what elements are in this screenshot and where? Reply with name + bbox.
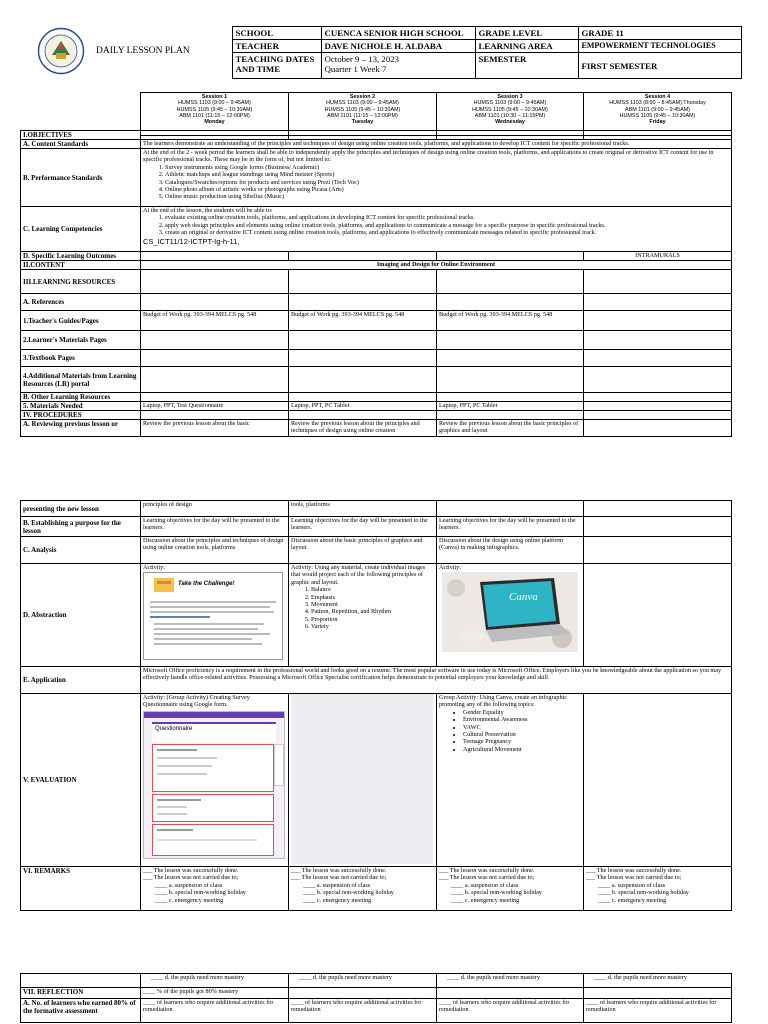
header-table [30,26,742,79]
session-1-name: Session 1 [201,94,228,100]
remarks-option-d: ____ d. the pupils need more mastery [437,974,584,988]
list-item: 2. apply web design principles and elements using online creation tools, platforms, and applications to communicate a message for a specific purpose in specific professional tracks. [165,222,729,229]
school-label: SCHOOL [232,27,321,40]
session-4-line: ABM 1101 (9:00 – 9:45AM) [625,106,690,113]
teachers-guides-s4 [584,311,732,331]
evaluation-label: V. EVALUATION [21,694,141,867]
reviewing-s4-continued [584,501,732,517]
performance-standards-label: B. Performance Standards [21,149,141,207]
evaluation-s1-text: Activity: (Group Activity) Creating Survey Questionnaire using Google form. [143,694,250,709]
semester-value: FIRST SEMESTER [578,53,741,79]
content-standards-text: The learners demonstrate an understanding of the principles and techniques of design using online creation tools, platforms, and applications to develop ICT content for specific professional tracks. [141,140,732,149]
lesson-plan-table-page-2 [20,500,732,911]
teachers-guides-s2: Budget of Work pg. 393-394 MELCS pg. 548 [289,311,437,331]
semester-label: SEMESTER [475,53,578,79]
learning-competencies-label: C. Learning Competencies [21,207,141,252]
list-item: 5. Proportion [311,616,434,623]
reviewing-s2-continued: tools, platforms [289,501,437,517]
list-item: • Agricultural Movement [463,746,581,753]
remarks-option-d: ____ d. the pupils need more mastery [141,974,289,988]
remarks-option-a: ____ a. suspension of class [598,881,666,889]
specific-outcomes-label: D. Specific Learning Outcomes [21,252,141,261]
materials-s4 [584,402,732,411]
list-item: 1. Balance [311,586,434,593]
form-question-card [152,744,274,792]
teachers-guides-label: 1.Teacher's Guides/Pages [21,311,141,331]
session-3-line: HUMSS 1105 (9:45 – 10:30AM) [472,106,548,113]
lesson-plan-table-page-1 [20,130,732,437]
session-3-name: Session 3 [497,94,523,100]
reviewing-label: A. Reviewing previous lesson or [21,420,141,437]
remarks-option-a: ____ a. suspension of class [303,881,371,889]
form-question-card [152,824,274,856]
analysis-s2: Discussion about the basic principles of graphics and layout [289,537,437,564]
teachers-guides-s1: Budget of Work pg. 393-394 MELCS pg. 548 [141,311,289,331]
list-item: 3. create an original or derivative ICT content using online creation tools, platforms, and applications to effectively communicate messages related to specific professional track. [165,229,729,236]
list-item: 3. Movement [311,601,434,608]
remarks-label: VI. REMARKS [21,867,141,911]
remarks-option-c: ____ c. emergency meeting [155,896,224,904]
infographic-topics-list [439,709,581,753]
reviewing-s2: Review the previous lesson about the principles and techniques of design using online creation [289,420,437,437]
list-item: 4. Pattern, Repetition, and Rhythm [311,608,434,615]
remarks-done: ___ The lesson was successfully done. [143,867,239,874]
list-item: • VAWC [463,724,581,731]
competency-code: CS_ICT11/12-ICTPT-Ig-h-11, [143,236,240,246]
remarks-s4 [584,867,732,911]
materials-s1: Laptop, PPT, Test Questionnaire [141,402,289,411]
list-item: • Cultural Preservation [463,731,581,738]
remarks-done: ___ The lesson was successfully done. [439,867,535,874]
performance-standards-list [143,164,729,201]
form-title: Questionnaire [155,725,193,732]
analysis-s3: Discussion about the design using online platform (Canva) in making infographics. [437,537,584,564]
remarks-option-c: ____ c. emergency meeting [303,896,372,904]
session-2-line: HUMSS 1103 (9:00 – 9:45AM) [326,100,399,107]
evaluation-s2-placeholder [291,694,433,864]
performance-standards-intro: At the end of the 2 - week period the learners shall be able to independently apply the principles and techniques of design using online creation tools, platforms, and applications to create original or derivative ICT content for use in specific professional tracks. These may be in the form of, but not limited to: [143,149,714,164]
canva-laptop-photo [442,572,578,652]
remarks-not-done: ___ The lesson was not carried due to; [291,874,387,882]
abstraction-s1-title: Activity: [143,564,165,571]
laptop-icon [442,572,578,652]
reviewing-s1-continued: principles of design [141,501,289,517]
abstraction-s2-intro: Activity: Using any material, create individual images that would project each of the following principles of graphic and layout. [291,564,426,586]
purpose-s3: Learning objectives for the day will be presented to the learners. [437,517,584,537]
list-item: 1. Survey instruments using Google forms (Business/ Academic) [165,164,729,171]
materials-needed-label: 5. Materials Needed [21,402,141,411]
teacher-label: TEACHER [232,40,321,53]
purpose-label: B. Establishing a purpose for the lesson [21,517,141,537]
daily-lesson-plan-title: DAILY LESSON PLAN [96,46,190,56]
objectives-heading: I.OBJECTIVES [21,131,141,140]
remarks-option-b: ____ b. special non-working holiday [451,889,542,897]
session-2-line: ABM 1101 (11:15 – 12:00PM) [327,112,398,119]
list-item: 5. Online music production using Sibelius (Music) [165,193,729,200]
session-1-day: Monday [204,119,225,126]
materials-s2: Laptop, PPT, PC Tablet [289,402,437,411]
evaluation-s3-intro: Group Activity: Using Canva, create an infographic promoting any of the following topics: [439,694,568,709]
reflection-remediation-s1: ____ of learners who require additional activities for remediation [141,999,289,1023]
reviewing-s3-continued [437,501,584,517]
remarks-done: ___ The lesson was successfully done. [586,867,682,874]
remarks-not-done: ___ The lesson was not carried due to; [586,874,682,882]
reflection-remediation-s2: ____ of learners who require additional activities for remediation [289,999,437,1023]
grade-level-value: GRADE 11 [578,27,741,40]
session-1-line: ABM 1101 (11:15 – 12:00PM) [179,112,250,119]
remarks-not-done: ___ The lesson was not carried due to; [143,874,239,882]
session-3-line: HUMSS 1103 (9:00 – 9:45AM) [473,100,547,107]
list-item: 4. Online photo album of artistic works or photographs using Picasa (Arts) [165,186,729,193]
reflection-remediation-s4: ____ of learners who require additional activities for remediation [584,999,732,1023]
remarks-option-d: ____ d. the pupils need more mastery [289,974,437,988]
analysis-label: C. Analysis [21,537,141,564]
intramurals-note: INTRAMURALS [584,252,732,261]
session-4-name: Session 4 [644,94,671,100]
learning-competencies-list [143,214,729,236]
list-item: 2. Athletic matchups and league standings using Mind meister (Sports) [165,171,729,178]
remarks-done: ___ The lesson was successfully done. [291,867,387,874]
reflection-label: VII. REFLECTION [21,988,141,999]
additional-materials-label: 4.Additional Materials from Learning Resources (LR) portal [21,367,141,393]
learners-materials-label: 2.Learner's Materials Pages [21,331,141,350]
reflection-percent: ____ % of the pupils got 80% mastery [141,988,289,999]
analysis-s1: Discussion about the principles and techniques of design using online creation tools, platforms [141,537,289,564]
learning-resources-heading: III.LEARNING RESOURCES [21,270,141,294]
remarks-s3 [437,867,584,911]
textbook-label: 3.Textbook Pages [21,350,141,367]
reflection-remediation-s3: ____ of learners who require additional activities for remediation [437,999,584,1023]
reviewing-label-continued: presenting the new lesson [21,501,141,517]
procedures-heading: IV. PROCEDURES [21,411,141,420]
list-item: 1. evaluate existing online creation tools, platforms, and applications in developing ICT content for specific professional tracks. [165,214,729,221]
remarks-s1 [141,867,289,911]
principles-list [291,586,434,630]
list-item: 6. Variety [311,623,434,630]
list-item: • Gender Equality [463,709,581,716]
reviewing-s1: Review the previous lesson about the basic [141,420,289,437]
form-toolbar [274,744,284,786]
list-item: • Teenage Pregnancy [463,738,581,745]
form-question-card [152,794,274,822]
teacher-value: DAVE NICHOLE H. ALDABA [321,40,475,53]
materials-s3: Laptop, PPT, PC Tablet [437,402,584,411]
challenge-worksheet-image [143,572,283,660]
remarks-s2 [289,867,437,911]
remarks-option-b: ____ b. special non-working holiday [155,889,246,897]
purpose-s2: Learning objectives for the day will be presented to the learners. [289,517,437,537]
learning-area-label: LEARNING AREA [475,40,578,53]
school-value: CUENCA SENIOR HIGH SCHOOL [321,27,475,40]
learning-competencies-intro: At the end of the lesson, the students will be able to: [143,207,273,214]
references-label: A. References [21,294,141,311]
other-resources-label: B. Other Learning Resources [21,393,141,402]
quarter-value: Quarter 1 Week 7 [324,64,387,74]
session-4-line: HUMSS 1105 (9:45 – 10:30AM) [619,112,696,119]
session-1-line: HUMSS 1103 (9:00 – 9:45AM) [178,100,251,107]
session-4-line: HUMSS 1103 (8:00 – 8:45AM) Thursday [609,100,706,107]
google-form-screenshot [143,711,285,859]
learning-area-value: EMPOWERMENT TECHNOLOGIES [578,40,741,53]
content-topic: Imaging and Design for Online Environment [141,261,732,270]
reviewing-s3: Review the previous lesson about the basic principles of graphics and layout [437,420,584,437]
challenge-heading: Take the Challenge! [178,581,235,588]
lesson-plan-table-page-3 [20,973,732,1023]
remarks-option-c: ____ c. emergency meeting [598,896,667,904]
remarks-option-d: ____ d. the pupils need more mastery [584,974,732,988]
analysis-s4 [584,537,732,564]
reviewing-s4 [584,420,732,437]
list-item: 3. Catalogues/Swatches/options for products and services using Prezi (Tech Voc) [165,179,729,186]
remarks-option-b: ____ b. special non-working holiday [598,889,689,897]
list-item: • Environmental Awareness [463,716,581,723]
session-4-day: Friday [649,119,666,126]
session-3-line: ABM 1101 (10:30 – 11:15PM) [474,112,546,119]
session-2-day: Tuesday [351,119,374,126]
teachers-guides-s3: Budget of Work pg. 393-394 MELCS pg. 548 [437,311,584,331]
list-item: 2. Emphasis [311,594,434,601]
session-3-day: Wednesday [495,119,525,126]
remarks-option-a: ____ a. suspension of class [451,881,519,889]
session-1-line: HUMSS 1105 (9:45 – 10:30AM) [176,106,253,113]
grade-level-label: GRADE LEVEL [475,27,578,40]
form-header-bar [144,712,284,718]
abstraction-label: D. Abstraction [21,564,141,667]
purpose-s4 [584,517,732,537]
application-label: E. Application [21,667,141,694]
remarks-option-c: ____ c. emergency meeting [451,896,520,904]
remarks-option-a: ____ a. suspension of class [155,881,223,889]
session-2-line: HUMSS 1105 (9:45 – 10:30AM) [324,106,401,113]
abstraction-s3-title: Activity: [439,564,461,571]
purpose-s1: Learning objectives for the day will be presented to the learners. [141,517,289,537]
remarks-not-done: ___ The lesson was not carried due to; [439,874,535,882]
content-heading: II.CONTENT [21,261,141,270]
reflection-a-label: A. No. of learners who earned 80% of the formative assessment [21,999,141,1023]
canva-logo: Canva [509,591,538,604]
content-standards-label: A. Content Standards [21,140,141,149]
dates-value: October 9 – 13, 2023 [324,54,400,64]
session-2-name: Session 2 [349,94,376,100]
remarks-option-b: ____ b. special non-working holiday [303,889,394,897]
dates-label: TEACHING DATES AND TIME [232,53,321,79]
application-text: Microsoft Office proficiency is a requirement in the professional world and looks good on a resume. The most popular software in use today is Microsoft Office. Employers like you be knowledgeable about the application so you may effectively handle office-related activities. Possessing a Microsoft Office Specialist certification helps demonstrate to potential employers your knowledge and skill. [141,667,732,694]
